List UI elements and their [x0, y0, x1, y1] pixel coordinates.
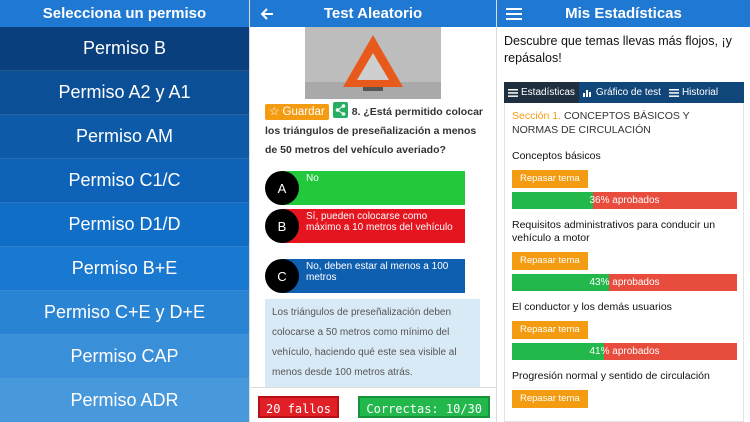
repasar-tema-button[interactable]: Repasar tema [512, 390, 588, 408]
stats-content [504, 103, 744, 422]
list-icon [669, 89, 679, 97]
progress-bar [512, 274, 737, 291]
permit-item[interactable]: Permiso AM [0, 115, 249, 159]
share-icon[interactable] [333, 102, 348, 118]
hamburger-menu-icon[interactable] [501, 0, 527, 27]
test-screen [250, 0, 496, 422]
repasar-tema-button[interactable]: Repasar tema [512, 170, 588, 188]
permits-topbar [0, 0, 249, 27]
permit-list [0, 27, 249, 422]
progress-label: 41% aprobados [589, 346, 660, 357]
question-area [250, 27, 496, 387]
permits-title: Selecciona un permiso [42, 5, 207, 22]
topic-item [512, 150, 737, 209]
topic-name: Conceptos básicos [512, 150, 601, 162]
section-number: Sección 1. [512, 110, 562, 122]
topic-item [512, 219, 737, 291]
bar-chart-icon [583, 89, 593, 97]
answer-option[interactable] [265, 209, 465, 243]
stats-title: Mis Estadísticas [565, 5, 682, 22]
answer-text: No, deben estar al menos a 100 metros [282, 259, 465, 293]
topic-name: El conductor y los demás usuarios [512, 301, 672, 313]
answer-text: No [282, 171, 465, 205]
permit-item[interactable]: Permiso CAP [0, 335, 249, 379]
fallos-button[interactable]: 20 fallos [258, 396, 339, 418]
save-button[interactable]: ☆ Guardar [265, 104, 329, 120]
permit-item[interactable]: Permiso C+E y D+E [0, 291, 249, 335]
topic-list [512, 150, 737, 408]
progress-label: 43% aprobados [589, 277, 660, 288]
test-topbar [250, 0, 496, 27]
topic-item [512, 301, 737, 360]
warning-triangle-image [305, 27, 441, 99]
answer-letter: B [265, 209, 299, 243]
progress-bar [512, 192, 737, 209]
question-text-block [265, 102, 487, 160]
answer-text: Sí, pueden colocarse como máximo a 10 metros del vehículo [282, 209, 465, 243]
list-icon [508, 89, 518, 97]
tab-estadísticas[interactable] [504, 82, 579, 103]
stats-tabs [504, 82, 744, 103]
permit-item[interactable]: Permiso A2 y A1 [0, 71, 249, 115]
question-text: 8. ¿Está permitido colocar los triángulos de preseñalización a menos de 50 metros del vehículo averiado? [265, 106, 483, 156]
stats-screen [497, 0, 750, 422]
test-footer [250, 387, 496, 422]
permit-item[interactable]: Permiso B [0, 27, 249, 71]
section-title [512, 109, 737, 137]
answer-option[interactable] [265, 259, 465, 293]
stats-topbar [497, 0, 750, 27]
progress-bar [512, 343, 737, 360]
topic-item [512, 370, 737, 408]
answer-letter: A [265, 171, 299, 205]
answer-option[interactable] [265, 171, 465, 205]
permit-item[interactable]: Permiso B+E [0, 247, 249, 291]
permit-item[interactable]: Permiso D1/D [0, 203, 249, 247]
progress-label: 36% aprobados [589, 195, 660, 206]
topic-name: Requisitos administrativos para conducir un vehículo a motor [512, 219, 716, 244]
explanation-box [265, 299, 480, 387]
tab-historial[interactable] [665, 82, 722, 103]
arrow-left-icon[interactable] [254, 0, 280, 27]
topic-name: Progresión normal y sentido de circulación [512, 370, 710, 382]
stats-intro: Descubre que temas llevas más flojos, ¡y repásalos! [504, 34, 732, 65]
repasar-tema-button[interactable]: Repasar tema [512, 252, 588, 270]
section-name: CONCEPTOS BÁSICOS Y NORMAS DE CIRCULACIÓN [512, 110, 690, 136]
permit-item[interactable]: Permiso ADR [0, 379, 249, 422]
answer-letter: C [265, 259, 299, 293]
correctas-button[interactable]: Correctas: 10/30 [358, 396, 490, 418]
repasar-tema-button[interactable]: Repasar tema [512, 321, 588, 339]
tab-label: Estadísticas [521, 87, 575, 98]
permit-item[interactable]: Permiso C1/C [0, 159, 249, 203]
permits-screen [0, 0, 249, 422]
tab-label: Gráfico de test [595, 87, 661, 98]
tab-gráfico-de-test[interactable] [579, 82, 665, 103]
test-title: Test Aleatorio [323, 5, 423, 22]
explanation-text: Los triángulos de preseñalización deben colocarse a 50 metros como mínimo del vehículo, haciendo qué este sea visible al menos desde 100 metros atrás. [272, 307, 457, 378]
tab-label: Historial [681, 87, 719, 98]
